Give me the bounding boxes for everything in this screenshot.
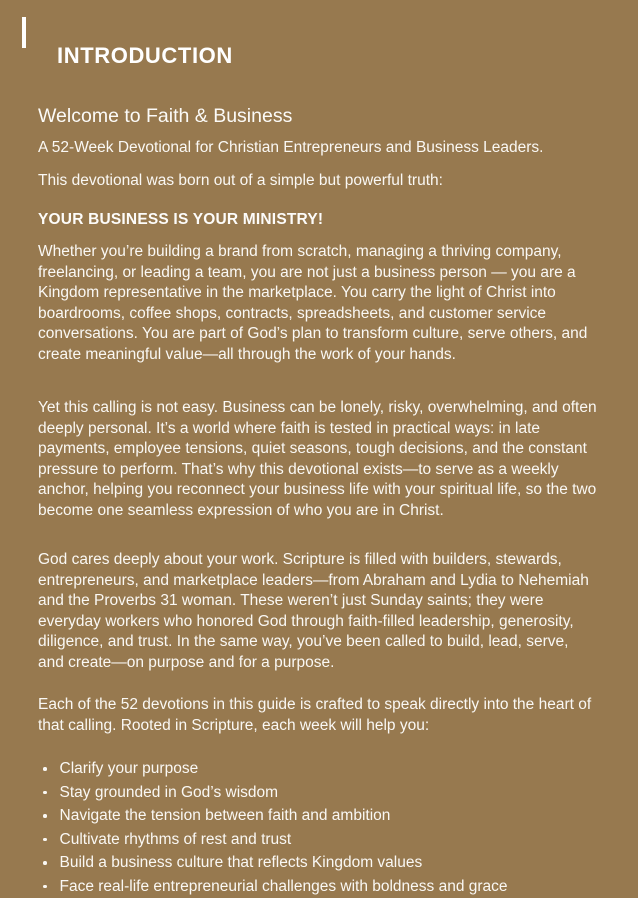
bullet-item — [38, 757, 598, 781]
bullet-dot — [43, 791, 47, 795]
chapter-title: INTRODUCTION — [57, 43, 233, 68]
bullet-item-label: Build a business culture that reflects Kingdom values — [59, 854, 423, 872]
bullet-dot — [43, 885, 47, 889]
lead-in-text: This devotional was born out of a simple but powerful truth: — [38, 172, 443, 190]
bullet-item-label: Cultivate rhythms of rest and trust — [59, 830, 292, 848]
bullet-dot — [43, 767, 47, 771]
bullet-item-label: Stay grounded in God’s wisdom — [59, 783, 279, 801]
bullet-dot — [43, 861, 47, 865]
devotional-subtitle: A 52-Week Devotional for Christian Entrepreneurs and Business Leaders. — [38, 138, 544, 156]
bullet-dot — [43, 814, 47, 818]
body-paragraph-3: God cares deeply about your work. Scripture is filled with builders, stewards, entrepreneurs, and marketplace leaders—from Abraham and Lydia to Nehemiah and the Proverbs 31 woman. These weren’t just Sunday saints; they were everyday workers who honored God through faith-filled leadership, generosity, diligence, and trust. In the same way, you’ve been called to build, lead, serve, and create—on purpose and for a purpose. — [38, 551, 589, 671]
bullet-item — [38, 851, 598, 875]
bullet-item — [38, 781, 598, 805]
bullet-dot — [43, 838, 47, 842]
body-paragraph-4: Each of the 52 devotions in this guide is crafted to speak directly into the heart of that calling. Rooted in Scripture, each week will help you: — [38, 696, 592, 734]
page-content — [0, 105, 638, 898]
body-paragraph-1: Whether you’re building a brand from scratch, managing a thriving company, freelancing, or leading a team, you are not just a business person — you are a Kingdom representative in the marketplace. You carry the light of Christ into boardrooms, coffee shops, contracts, spreadsheets, and customer service conversations. You are part of God’s plan to transform culture, serve others, and create meaningful value—all through the work of your hands. — [38, 243, 588, 363]
bullet-item — [38, 875, 598, 898]
bullet-item-label: Face real-life entrepreneurial challenges with boldness and grace — [59, 877, 508, 895]
welcome-heading: Welcome to Faith & Business — [38, 105, 293, 128]
bullet-item — [38, 804, 598, 828]
chapter-marker-bar — [22, 17, 26, 48]
body-paragraph-2: Yet this calling is not easy. Business can be lonely, risky, overwhelming, and often deeply personal. It’s a world where faith is tested in practical ways: in late payments, employee tensions, quiet seasons, tough decisions, and the constant pressure to perform. That’s why this devotional exists—to serve as a weekly anchor, helping you reconnect your business life with your spiritual life, so the two become one seamless expression of who you are in Christ. — [38, 399, 597, 519]
bullet-item — [38, 828, 598, 852]
bullet-item-label: Clarify your purpose — [59, 760, 199, 778]
emphasis-statement: YOUR BUSINESS IS YOUR MINISTRY! — [38, 210, 324, 228]
bullet-item-label: Navigate the tension between faith and ambition — [59, 807, 391, 825]
benefits-bullet-list — [38, 757, 598, 898]
